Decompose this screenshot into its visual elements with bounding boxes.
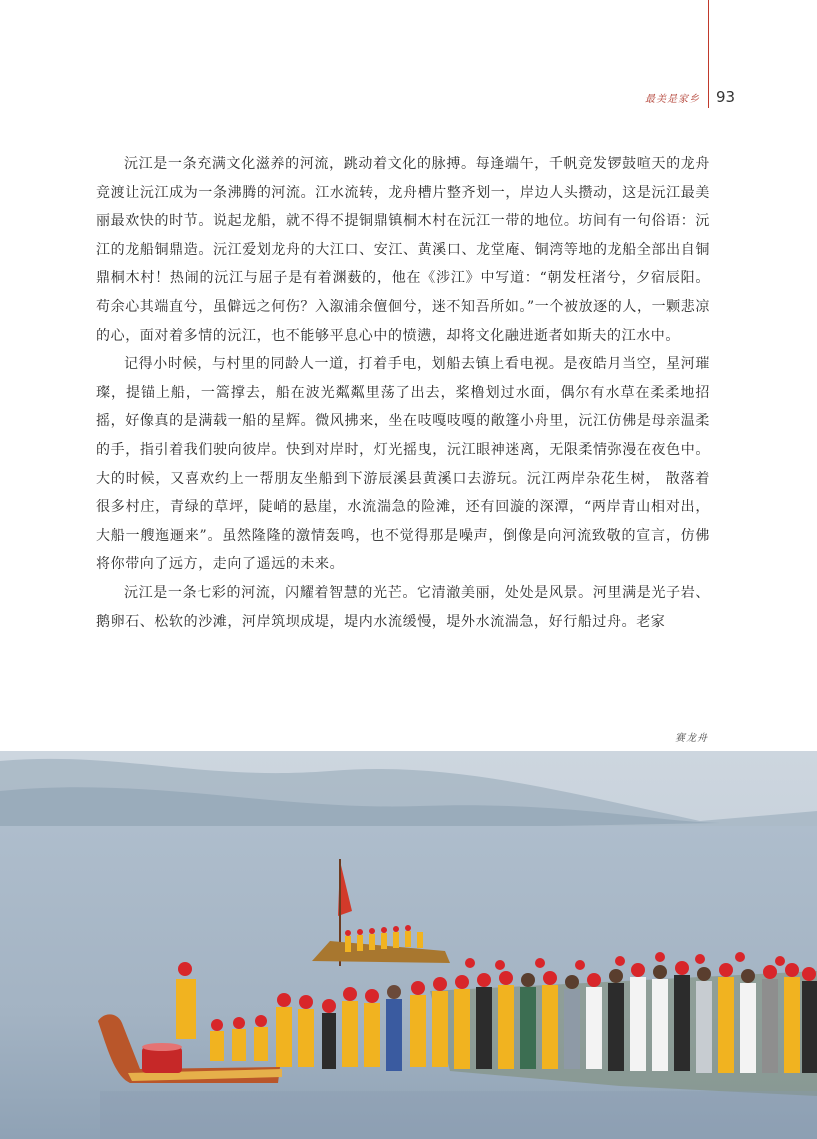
paragraph: 沅江是一条充满文化滋养的河流，跳动着文化的脉搏。每逢端午，千帆竞发锣鼓喧天的龙舟竞渡让沅江成为一条沸腾的河流。江水流转，龙舟槽片整齐划一，岸边人头攒动，这是沅江最美丽最欢快的时节。说起龙船，就不得不提铜鼎镇桐木村在沅江一带的地位。坊间有一句俗语：沅江的龙船铜鼎造。沅江爱划龙舟的大江口、安江、黄溪口、龙堂庵、铜湾等地的龙船全部出自铜鼎桐木村！热闹的沅江与屈子是有着渊薮的，他在《涉江》中写道：“朝发枉渚兮，夕宿辰阳。苟余心其端直兮，虽僻远之何伤？入溆浦余儃佪兮，迷不知吾所如。”一个被放逐的人，一颗悲凉的心，面对着多情的沅江，也不能够平息心中的愤懑，却将文化融进逝者如斯夫的江水中。 (96, 156, 710, 344)
page-number: 93 (716, 88, 736, 106)
photo-caption: 赛龙舟 (675, 733, 708, 744)
paragraph: 沅江是一条七彩的河流，闪耀着智慧的光芒。它清澈美丽，处处是风景。河里满是光子岩、鹅卵石、松软的沙滩，河岸筑坝成堤，堤内水流缓慢，堤外水流湍急，好行船过舟。老家 (96, 584, 710, 630)
article-body (96, 150, 710, 636)
dragon-boat-photo (0, 751, 817, 1139)
paragraph: 记得小时候，与村里的同龄人一道，打着手电，划船去镇上看电视。是夜皓月当空，星河璀璨，提锚上船，一篙撑去，船在波光粼粼里荡了出去，桨橹划过水面，偶尔有水草在柔柔地招摇，好像真的是满载一船的星辉。微风拂来，坐在吱嘎吱嘎的敞篷小舟里，沅江仿佛是母亲温柔的手，指引着我们驶向彼岸。快到对岸时，灯光摇曳，沅江眼神迷离，无限柔情弥漫在夜色中。大的时候，又喜欢约上一帮朋友坐船到下游辰溪县黄溪口去游玩。沅江两岸杂花生树， 散落着很多村庄，青绿的草坪，陡峭的悬崖，水流湍急的险滩，还有回漩的深潭，“两岸青山相对出，大船一艘迤逦来”。虽然隆隆的激情轰鸣，也不觉得那是噪声，倒像是向河流致敬的宣言，仿佛将你带向了远方，走向了遥远的未来。 (96, 356, 710, 573)
header-rule (708, 0, 709, 108)
section-title: 最美是家乡 (645, 94, 700, 105)
